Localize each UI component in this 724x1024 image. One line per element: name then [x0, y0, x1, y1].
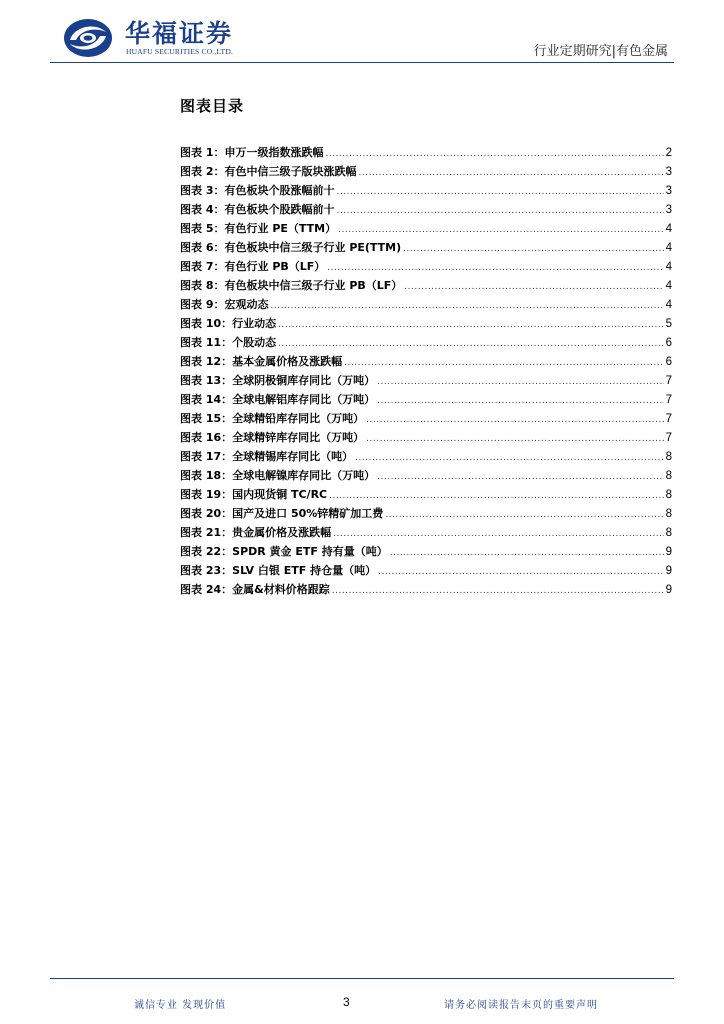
- toc-entry[interactable]: [180, 220, 672, 239]
- toc-entry-page: 4: [665, 280, 672, 292]
- toc-entry-title: 基本金属价格及涨跌幅: [232, 355, 343, 368]
- toc-entry-label: 图表 17：: [180, 450, 233, 463]
- toc-entry[interactable]: [180, 581, 672, 600]
- toc-entry-label: 图表 7：: [180, 260, 225, 273]
- logo-swirl-icon: [62, 16, 114, 60]
- toc-entry[interactable]: [180, 239, 672, 258]
- header-divider: [50, 62, 674, 63]
- toc-entry-label: 图表 18：: [180, 469, 233, 482]
- toc-entry-title: 有色板块中信三级子行业 PB（LF）: [224, 279, 403, 292]
- toc-entry-title: 国产及进口 50%锌精矿加工费: [232, 507, 384, 520]
- toc-entry-label: 图表 1：: [180, 146, 225, 159]
- toc-leader-dots: [358, 168, 663, 178]
- toc-entry-page: 3: [665, 204, 672, 216]
- toc-entry-title: 全球电解铝库存同比（万吨）: [232, 393, 376, 406]
- toc-leader-dots: [270, 301, 663, 311]
- toc-entry-title: 金属&材料价格跟踪: [232, 583, 330, 596]
- toc-heading: 图表目录: [180, 97, 245, 115]
- toc-entry-label: 图表 6：: [180, 241, 225, 254]
- toc-entry[interactable]: [180, 258, 672, 277]
- logo-chinese-name: 华福证券: [125, 19, 234, 48]
- toc-entry-label: 图表 9：: [180, 298, 225, 311]
- toc-entry-page: 2: [665, 147, 672, 159]
- toc-entry[interactable]: [180, 467, 672, 486]
- toc-entry[interactable]: [180, 182, 672, 201]
- toc-leader-dots: [344, 358, 663, 368]
- toc-leader-dots: [325, 149, 663, 159]
- toc-entry[interactable]: [180, 296, 672, 315]
- toc-entry-title: SLV 白银 ETF 持仓量（吨）: [232, 564, 377, 577]
- toc-leader-dots: [377, 377, 663, 387]
- toc-entry-label: 图表 12：: [180, 355, 233, 368]
- toc-entry-title: SPDR 黄金 ETF 持有量（吨）: [232, 545, 388, 558]
- logo-english-name: HUAFU SECURITIES CO.,LTD.: [126, 47, 234, 56]
- toc-entry-page: 7: [665, 394, 672, 406]
- toc-entry-title: 行业动态: [232, 317, 277, 330]
- toc-entry-page: 3: [665, 166, 672, 178]
- toc-entry[interactable]: [180, 562, 672, 581]
- toc-entry-title: 有色行业 PE（TTM）: [224, 222, 337, 235]
- toc-leader-dots: [355, 453, 663, 463]
- footer-slogan: 诚信专业 发现价值: [134, 1000, 227, 1011]
- toc-entry-page: 5: [665, 318, 672, 330]
- toc-entry-label: 图表 11：: [180, 336, 233, 349]
- toc-entry-title: 申万一级指数涨跌幅: [224, 146, 324, 159]
- toc-entry-label: 图表 22：: [180, 545, 233, 558]
- toc-entry-title: 全球精铅库存同比（万吨）: [232, 412, 365, 425]
- toc-entry-title: 全球精锌库存同比（万吨）: [232, 431, 365, 444]
- toc-leader-dots: [332, 586, 664, 596]
- toc-leader-dots: [385, 510, 663, 520]
- toc-entry-label: 图表 13：: [180, 374, 233, 387]
- toc-entry[interactable]: [180, 201, 672, 220]
- toc-entry-title: 有色中信三级子版块涨跌幅: [224, 165, 357, 178]
- toc-entry-page: 4: [665, 299, 672, 311]
- toc-leader-dots: [327, 263, 663, 273]
- toc-entry[interactable]: [180, 353, 672, 372]
- toc-entry[interactable]: [180, 163, 672, 182]
- toc-entry-title: 国内现货铜 TC/RC: [232, 488, 328, 501]
- toc-leader-dots: [329, 491, 663, 501]
- toc-leader-dots: [333, 529, 663, 539]
- toc-entry-page: 7: [665, 432, 672, 444]
- toc-entry-title: 有色板块个股涨幅前十: [224, 184, 335, 197]
- page-header: [0, 0, 724, 66]
- toc-entry-label: 图表 8：: [180, 279, 225, 292]
- toc-leader-dots: [377, 472, 663, 482]
- toc-leader-dots: [336, 187, 663, 197]
- toc-entry-label: 图表 19：: [180, 488, 233, 501]
- toc-entry-label: 图表 2：: [180, 165, 225, 178]
- footer-page-number: 3: [343, 995, 350, 1009]
- toc-entry-title: 有色行业 PB（LF）: [224, 260, 326, 273]
- toc-entry[interactable]: [180, 144, 672, 163]
- footer-divider: [50, 978, 674, 979]
- toc-entry-page: 8: [665, 527, 672, 539]
- toc-entry[interactable]: [180, 448, 672, 467]
- toc-entry[interactable]: [180, 334, 672, 353]
- toc-entry-page: 9: [665, 546, 672, 558]
- toc-entry[interactable]: [180, 410, 672, 429]
- toc-entry[interactable]: [180, 543, 672, 562]
- toc-entry-label: 图表 10：: [180, 317, 233, 330]
- toc-entry-page: 4: [665, 261, 672, 273]
- toc-entry-page: 7: [665, 413, 672, 425]
- toc-entry[interactable]: [180, 505, 672, 524]
- toc-entry-label: 图表 16：: [180, 431, 233, 444]
- toc-entry-label: 图表 24：: [180, 583, 233, 596]
- toc-entry-page: 4: [665, 242, 672, 254]
- toc-entry-label: 图表 20：: [180, 507, 233, 520]
- toc-entry-title: 贵金属价格及涨跌幅: [232, 526, 332, 539]
- toc-entry-title: 全球电解镍库存同比（万吨）: [232, 469, 376, 482]
- toc-entry[interactable]: [180, 315, 672, 334]
- toc-leader-dots: [403, 244, 663, 254]
- toc-entry-label: 图表 14：: [180, 393, 233, 406]
- toc-entry[interactable]: [180, 524, 672, 543]
- toc-entry-title: 全球阴极铜库存同比（万吨）: [232, 374, 376, 387]
- toc-entry-page: 4: [665, 223, 672, 235]
- toc-entry[interactable]: [180, 486, 672, 505]
- report-category: 行业定期研究|有色金属: [533, 44, 668, 59]
- toc-entry-page: 7: [665, 375, 672, 387]
- toc-entry-page: 3: [665, 185, 672, 197]
- toc-leader-dots: [390, 548, 664, 558]
- toc-list: [180, 144, 672, 600]
- toc-entry-label: 图表 23：: [180, 564, 233, 577]
- toc-entry-label: 图表 4：: [180, 203, 225, 216]
- toc-leader-dots: [278, 320, 663, 330]
- toc-entry-label: 图表 3：: [180, 184, 225, 197]
- toc-leader-dots: [404, 282, 663, 292]
- toc-entry-page: 8: [665, 489, 672, 501]
- toc-entry-page: 8: [665, 508, 672, 520]
- toc-entry-label: 图表 21：: [180, 526, 233, 539]
- toc-entry[interactable]: [180, 277, 672, 296]
- toc-entry-label: 图表 15：: [180, 412, 233, 425]
- toc-entry-title: 有色板块个股跌幅前十: [224, 203, 335, 216]
- toc-entry-title: 全球精锡库存同比（吨）: [232, 450, 354, 463]
- toc-entry-page: 8: [665, 451, 672, 463]
- toc-entry[interactable]: [180, 429, 672, 448]
- toc-leader-dots: [366, 434, 663, 444]
- toc-entry-title: 有色板块中信三级子行业 PE(TTM): [224, 241, 402, 254]
- company-logo: [62, 14, 252, 60]
- toc-entry[interactable]: [180, 391, 672, 410]
- toc-entry-page: 9: [665, 584, 672, 596]
- toc-leader-dots: [278, 339, 663, 349]
- toc-entry-page: 6: [665, 337, 672, 349]
- toc-leader-dots: [336, 206, 663, 216]
- toc-entry-page: 8: [665, 470, 672, 482]
- toc-entry-label: 图表 5：: [180, 222, 225, 235]
- toc-entry[interactable]: [180, 372, 672, 391]
- toc-entry-page: 6: [665, 356, 672, 368]
- toc-entry-title: 个股动态: [232, 336, 277, 349]
- footer-disclaimer-notice: 请务必阅读报告末页的重要声明: [444, 1000, 598, 1011]
- toc-entry-title: 宏观动态: [224, 298, 269, 311]
- toc-leader-dots: [377, 396, 663, 406]
- toc-leader-dots: [366, 415, 663, 425]
- toc-leader-dots: [338, 225, 663, 235]
- toc-entry-page: 9: [665, 565, 672, 577]
- toc-leader-dots: [378, 567, 664, 577]
